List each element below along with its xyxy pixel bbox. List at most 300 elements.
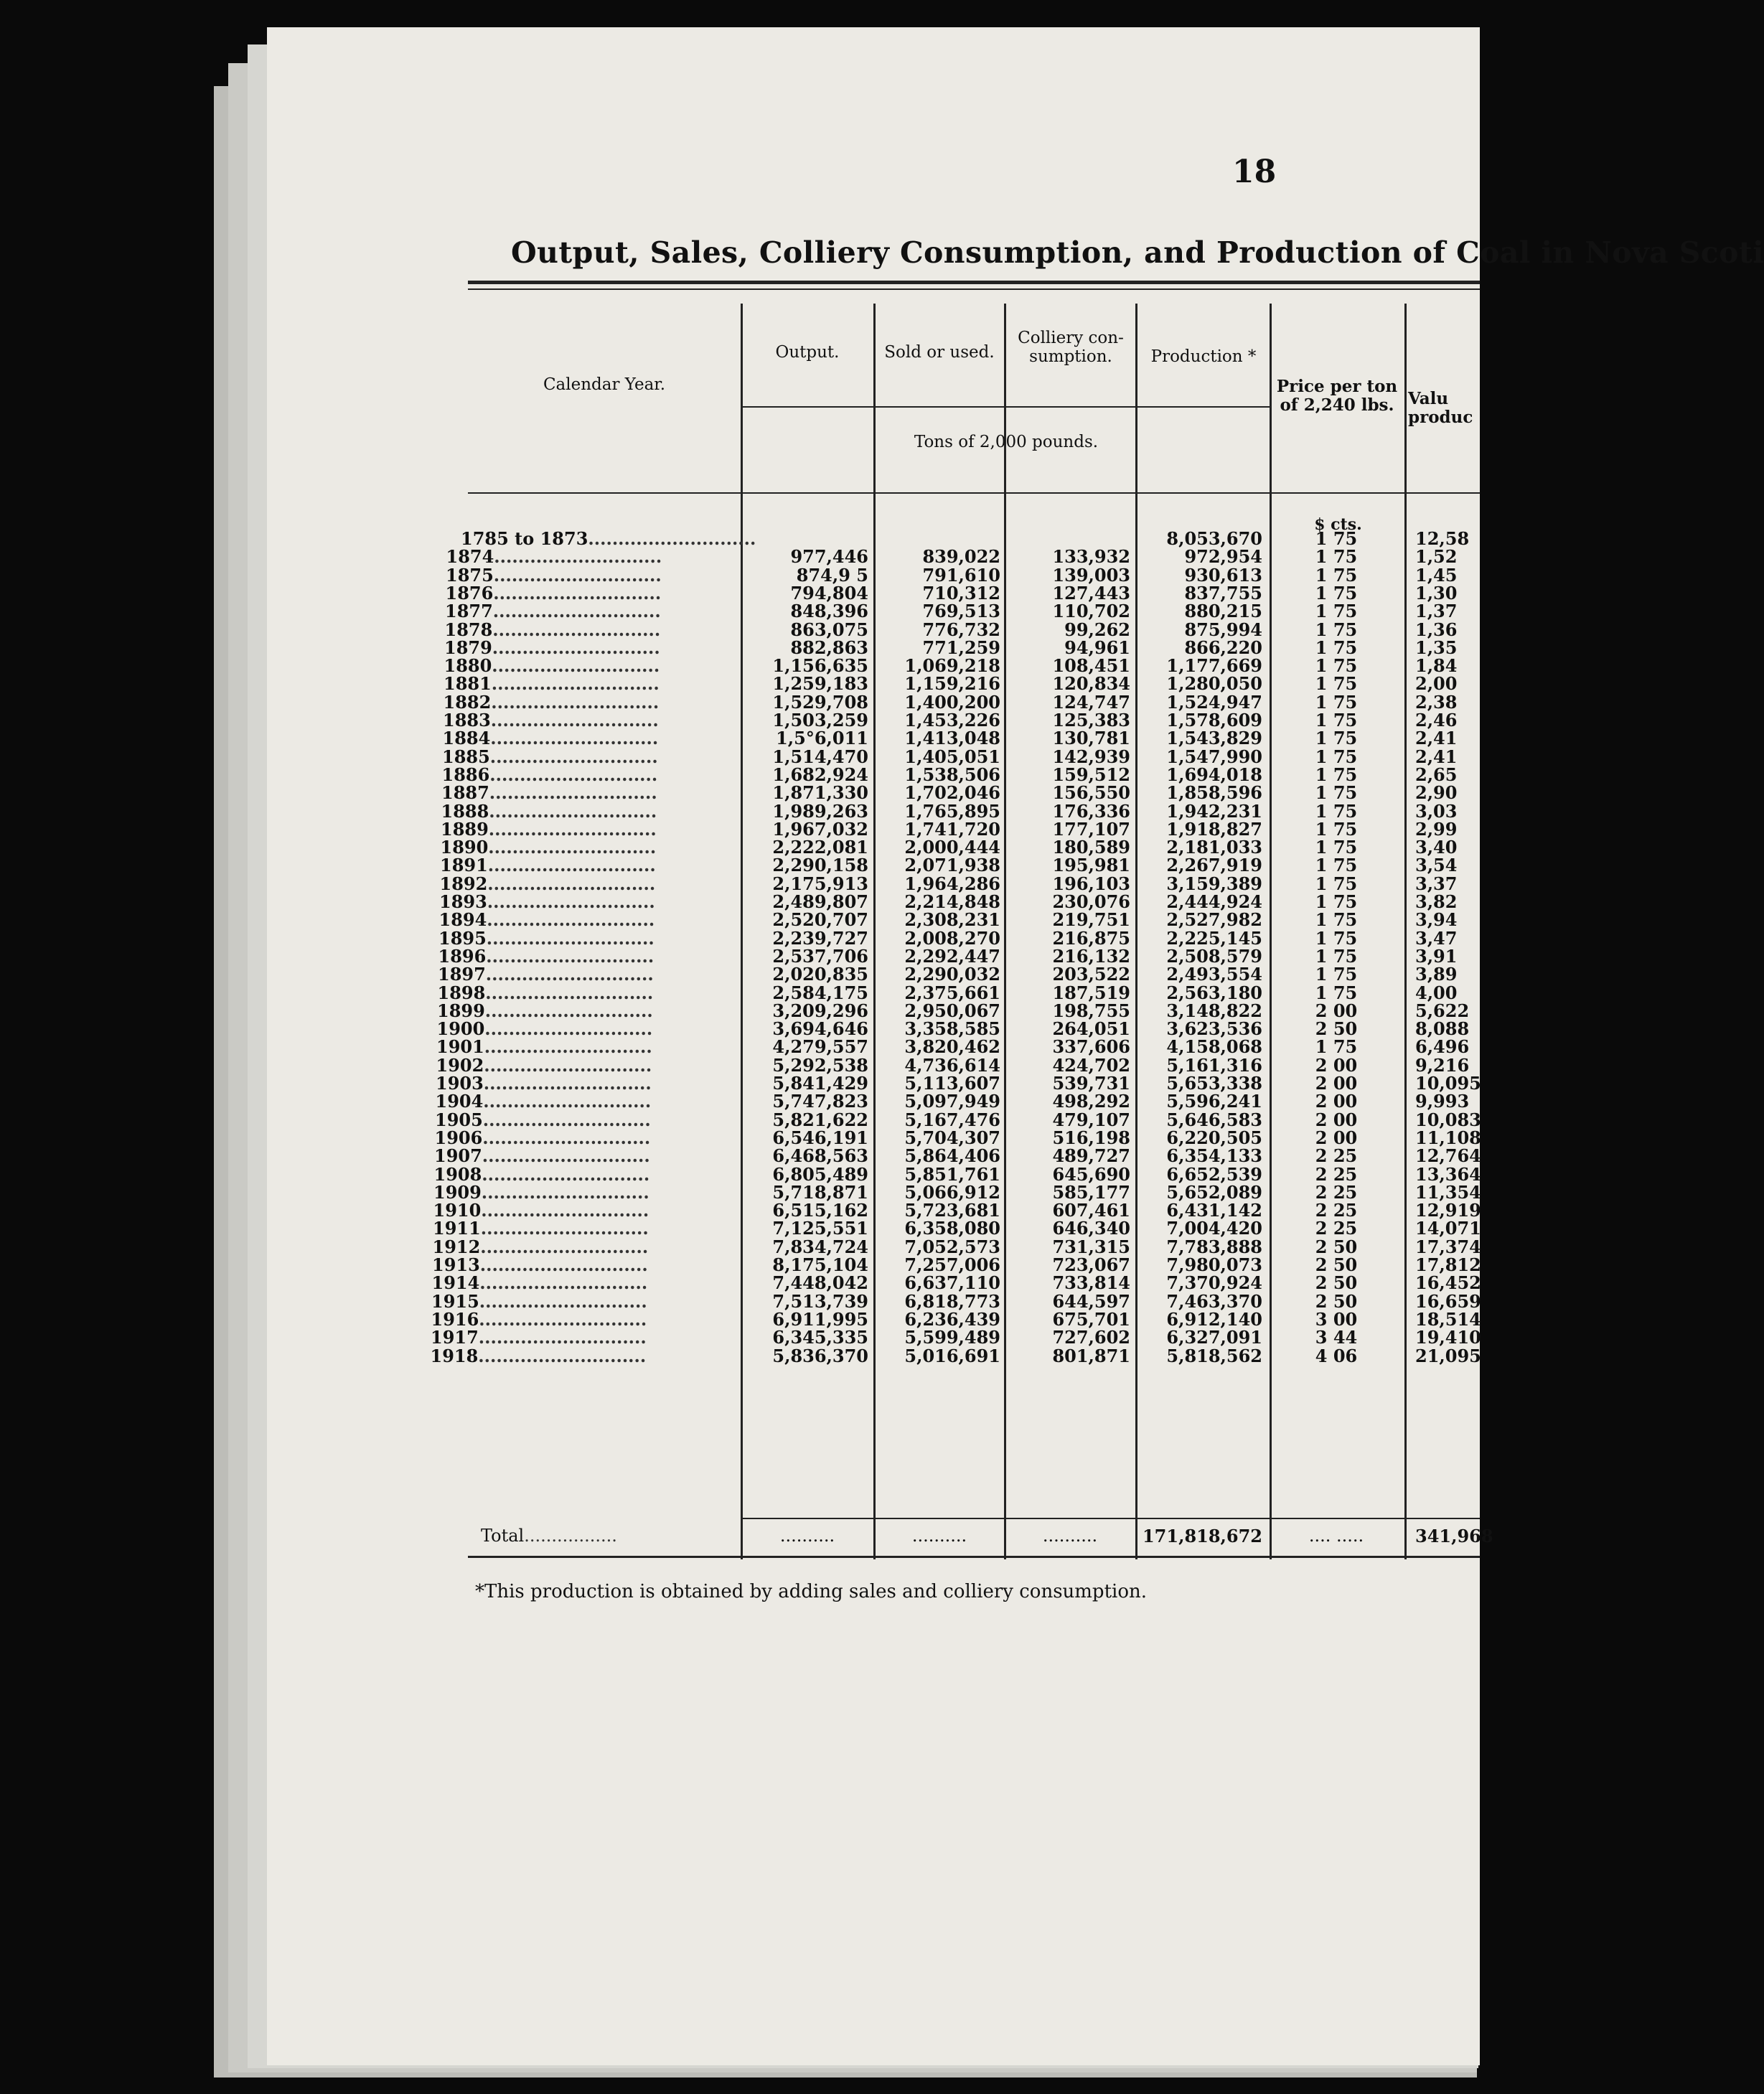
output-cell: 4,279,557: [772, 1036, 868, 1058]
production-cell: 875,994: [1184, 619, 1262, 640]
year-leader-dots: ............................: [483, 1073, 652, 1094]
year-leader-dots: ............................: [483, 1091, 652, 1112]
year-leader-dots: ............................: [486, 927, 655, 949]
price-cell: 2 25: [1315, 1163, 1358, 1185]
year-leader-dots: ............................: [490, 728, 659, 749]
price-cell: 1 75: [1315, 945, 1358, 967]
value-cell: 17,374: [1415, 1236, 1481, 1257]
output-cell: 7,125,551: [772, 1218, 868, 1239]
output-cell: 2,175,913: [772, 873, 868, 894]
year-leader-dots: ............................: [479, 1254, 648, 1275]
production-cell: 5,161,316: [1166, 1054, 1262, 1076]
colliery-cell: 733,814: [1052, 1272, 1130, 1294]
colliery-cell: 645,690: [1052, 1163, 1130, 1185]
output-cell: 1,503,259: [772, 710, 868, 731]
output-cell: 2,489,807: [772, 891, 868, 912]
year-leader-dots: ............................: [482, 1109, 651, 1130]
price-cell: 1 75: [1315, 782, 1358, 804]
year-label: 1880: [444, 655, 492, 677]
year-label: 1897: [438, 964, 486, 985]
year-leader-dots: ............................: [492, 601, 661, 622]
value-cell: 9,216: [1415, 1054, 1470, 1076]
year-label: 1909: [433, 1181, 482, 1203]
header-calendar-year: Calendar Year.: [543, 375, 666, 394]
total-value: 341,968: [1415, 1526, 1493, 1546]
sold-cell: 2,071,938: [904, 855, 1000, 876]
sold-cell: 2,292,447: [904, 945, 1000, 967]
year-leader-dots: ............................: [480, 1236, 649, 1257]
year-leader-dots: ............................: [493, 564, 662, 586]
production-cell: 6,431,142: [1166, 1200, 1262, 1221]
year-label: 1895: [438, 927, 487, 949]
sold-cell: 1,405,051: [904, 746, 1000, 767]
year-leader-dots: ............................: [494, 546, 662, 568]
price-cell: 2 25: [1315, 1181, 1358, 1203]
year-leader-dots: ............................: [480, 1218, 649, 1239]
colliery-cell: 216,132: [1052, 945, 1130, 967]
year-leader-dots: ............................: [484, 1036, 652, 1058]
production-cell: 5,646,583: [1166, 1109, 1262, 1130]
total-top-rule: [743, 1518, 1480, 1519]
production-cell: 7,004,420: [1166, 1218, 1262, 1239]
value-cell: 1,84: [1415, 655, 1458, 677]
year-label: 1918: [430, 1345, 479, 1366]
value-cell: 2,90: [1415, 782, 1458, 804]
sold-cell: 5,723,681: [904, 1200, 1000, 1221]
output-cell: 2,584,175: [772, 982, 868, 1003]
sold-cell: 1,159,216: [904, 673, 1000, 695]
colliery-cell: 723,067: [1052, 1254, 1130, 1275]
colliery-cell: 337,606: [1052, 1036, 1130, 1058]
year-label: 1882: [443, 691, 492, 713]
sold-cell: 4,736,614: [904, 1054, 1000, 1076]
year-label: 1877: [445, 601, 493, 622]
price-cell: 1 75: [1315, 873, 1358, 894]
price-cell: 4 06: [1315, 1345, 1358, 1366]
output-cell: 7,834,724: [772, 1236, 868, 1257]
year-leader-dots: ............................: [487, 909, 655, 931]
value-cell: 16,659: [1415, 1290, 1481, 1312]
sold-cell: 5,599,489: [904, 1327, 1000, 1348]
value-cell: 21,095: [1415, 1345, 1481, 1366]
sold-cell: 6,818,773: [904, 1290, 1000, 1312]
header-tons-caption: Tons of 2,000 pounds.: [914, 433, 1099, 451]
production-cell: 5,652,089: [1166, 1181, 1262, 1203]
year-label: 1899: [437, 1000, 485, 1021]
year-label: 1915: [431, 1290, 479, 1312]
output-cell: 6,345,335: [772, 1327, 868, 1348]
colliery-cell: 198,755: [1052, 1000, 1130, 1021]
colliery-cell: 156,550: [1052, 782, 1130, 804]
colliery-cell: 180,589: [1052, 837, 1130, 858]
output-cell: 6,515,162: [772, 1200, 868, 1221]
output-cell: 1,5°6,011: [776, 728, 868, 749]
colliery-cell: 203,522: [1052, 964, 1130, 985]
year-label: 1901: [436, 1036, 484, 1058]
output-cell: 5,292,538: [772, 1054, 868, 1076]
output-cell: 5,821,622: [772, 1109, 868, 1130]
value-cell: 3,37: [1415, 873, 1458, 894]
colliery-cell: 424,702: [1052, 1054, 1130, 1076]
output-cell: 2,290,158: [772, 855, 868, 876]
year-label: 1908: [433, 1163, 482, 1185]
header-colliery: Colliery con- sumption.: [1018, 329, 1124, 366]
colliery-cell: 646,340: [1052, 1218, 1130, 1239]
value-cell: 16,452: [1415, 1272, 1481, 1294]
output-cell: 2,537,706: [772, 945, 868, 967]
colliery-cell: 585,177: [1052, 1181, 1130, 1203]
year-label: 1907: [434, 1145, 482, 1167]
price-cell: 2 25: [1315, 1145, 1358, 1167]
production-cell: 1,177,669: [1166, 655, 1262, 677]
colliery-cell: 159,512: [1052, 764, 1130, 785]
sold-cell: 1,413,048: [904, 728, 1000, 749]
year-label: 1889: [441, 818, 489, 840]
year-label: 1896: [438, 945, 487, 967]
colliery-cell: 498,292: [1052, 1091, 1130, 1112]
output-cell: 1,967,032: [772, 818, 868, 840]
year-label: 1886: [441, 764, 490, 785]
total-sold-leader: ..........: [911, 1526, 967, 1546]
total-colliery-leader: ..........: [1042, 1526, 1098, 1546]
price-cell: 1 75: [1315, 891, 1358, 912]
value-cell: 3,40: [1415, 837, 1458, 858]
sold-cell: 5,864,406: [904, 1145, 1000, 1167]
header-value: Valu produc: [1408, 389, 1473, 427]
year-leader-dots: ............................: [482, 1127, 651, 1148]
price-cell: 1 75: [1315, 800, 1358, 822]
sold-cell: 1,741,720: [904, 818, 1000, 840]
production-cell: 7,980,073: [1166, 1254, 1262, 1275]
production-cell: 1,694,018: [1166, 764, 1262, 785]
price-units: $ cts.: [1314, 515, 1362, 534]
year-leader-dots: ............................: [479, 1308, 647, 1330]
value-cell: 2,00: [1415, 673, 1458, 695]
colliery-cell: 516,198: [1052, 1127, 1130, 1148]
colliery-cell: 176,336: [1052, 800, 1130, 822]
sold-cell: 1,400,200: [904, 691, 1000, 713]
price-cell: 1 75: [1315, 837, 1358, 858]
production-cell: 2,181,033: [1166, 837, 1262, 858]
year-leader-dots: ............................: [588, 528, 756, 549]
sold-cell: 769,513: [922, 601, 1000, 622]
value-cell: 3,47: [1415, 927, 1458, 949]
header-bottom-rule: [468, 492, 1480, 494]
year-leader-dots: ............................: [481, 1200, 649, 1221]
colliery-cell: 731,315: [1052, 1236, 1130, 1257]
value-cell: 2,41: [1415, 746, 1458, 767]
price-cell: 1 75: [1315, 1036, 1358, 1058]
price-cell: 2 50: [1315, 1254, 1358, 1275]
value-cell: 1,35: [1415, 637, 1458, 658]
year-label: 1891: [440, 855, 488, 876]
output-cell: 6,546,191: [772, 1127, 868, 1148]
price-cell: 2 00: [1315, 1073, 1358, 1094]
sold-cell: 1,964,286: [904, 873, 1000, 894]
output-cell: 794,804: [790, 582, 868, 604]
value-cell: 6,496: [1415, 1036, 1470, 1058]
year-label: 1875: [446, 564, 494, 586]
colliery-cell: 489,727: [1052, 1145, 1130, 1167]
year-label: 1914: [431, 1272, 480, 1294]
value-cell: 5,622: [1415, 1000, 1470, 1021]
year-label: 1890: [440, 837, 489, 858]
year-label: 1879: [444, 637, 492, 658]
colliery-cell: 120,834: [1052, 673, 1130, 695]
output-cell: 5,718,871: [772, 1181, 868, 1203]
sold-cell: 1,765,895: [904, 800, 1000, 822]
production-cell: 5,653,338: [1166, 1073, 1262, 1094]
value-cell: 1,52: [1415, 546, 1458, 568]
colliery-cell: 125,383: [1052, 710, 1130, 731]
colliery-cell: 177,107: [1052, 818, 1130, 840]
price-cell: 2 00: [1315, 1000, 1358, 1021]
production-cell: 6,912,140: [1166, 1308, 1262, 1330]
sold-cell: 5,016,691: [904, 1345, 1000, 1366]
year-leader-dots: ............................: [492, 655, 660, 677]
year-leader-dots: ............................: [486, 945, 655, 967]
total-label-text: Total: [481, 1526, 525, 1546]
price-cell: 1 75: [1315, 564, 1358, 586]
price-cell: 1 75: [1315, 909, 1358, 931]
output-cell: 6,468,563: [772, 1145, 868, 1167]
year-label: 1905: [435, 1109, 483, 1130]
year-label: 1878: [444, 619, 493, 640]
price-cell: 1 75: [1315, 982, 1358, 1003]
year-leader-dots: ............................: [489, 746, 658, 767]
sold-cell: 6,637,110: [904, 1272, 1000, 1294]
year-cell: [431, 1346, 718, 1366]
value-cell: 17,812: [1415, 1254, 1481, 1275]
value-cell: 1,36: [1415, 619, 1458, 640]
sold-cell: 2,290,032: [904, 964, 1000, 985]
price-cell: 1 75: [1315, 764, 1358, 785]
year-leader-dots: ............................: [481, 1181, 649, 1203]
value-cell: 3,94: [1415, 909, 1458, 931]
price-cell: 1 75: [1315, 691, 1358, 713]
production-cell: 5,596,241: [1166, 1091, 1262, 1112]
production-cell: 1,524,947: [1166, 691, 1262, 713]
value-cell: 19,410: [1415, 1327, 1481, 1348]
sold-cell: 1,538,506: [904, 764, 1000, 785]
title-rule-thick: [468, 281, 1480, 284]
year-leader-dots: ............................: [489, 800, 657, 822]
year-leader-dots: ............................: [485, 964, 654, 985]
colliery-cell: 727,602: [1052, 1327, 1130, 1348]
value-cell: 2,38: [1415, 691, 1458, 713]
year-label: 1916: [431, 1308, 479, 1330]
output-cell: 6,911,995: [772, 1308, 868, 1330]
price-cell: 1 75: [1315, 528, 1358, 549]
colliery-cell: 127,443: [1052, 582, 1130, 604]
price-cell: 2 00: [1315, 1091, 1358, 1112]
total-label: Total.................: [481, 1526, 617, 1546]
production-cell: 2,225,145: [1166, 927, 1262, 949]
year-label: 1876: [445, 582, 494, 604]
value-cell: 12,764: [1415, 1145, 1481, 1167]
year-label: 1881: [444, 673, 492, 695]
production-cell: 5,818,562: [1166, 1345, 1262, 1366]
price-cell: 2 00: [1315, 1109, 1358, 1130]
sold-cell: 3,358,585: [904, 1018, 1000, 1040]
year-label: 1902: [436, 1054, 484, 1076]
year-label: 1884: [442, 728, 491, 749]
colliery-cell: 94,961: [1064, 637, 1130, 658]
production-cell: 866,220: [1184, 637, 1262, 658]
sold-cell: 1,453,226: [904, 710, 1000, 731]
colliery-cell: 139,003: [1052, 564, 1130, 586]
output-cell: 6,805,489: [772, 1163, 868, 1185]
sold-cell: 710,312: [922, 582, 1000, 604]
year-label: 1904: [435, 1091, 484, 1112]
production-cell: 1,918,827: [1166, 818, 1262, 840]
sold-cell: 776,732: [922, 619, 1000, 640]
sold-cell: 2,214,848: [904, 891, 1000, 912]
price-cell: 2 50: [1315, 1236, 1358, 1257]
year-label: 1910: [433, 1200, 482, 1221]
value-cell: 12,919: [1415, 1200, 1481, 1221]
price-cell: 1 75: [1315, 746, 1358, 767]
colliery-cell: 133,932: [1052, 546, 1130, 568]
colliery-cell: 230,076: [1052, 891, 1130, 912]
output-cell: 2,239,727: [772, 927, 868, 949]
sold-cell: 2,375,661: [904, 982, 1000, 1003]
value-cell: 1,45: [1415, 564, 1458, 586]
price-cell: 2 00: [1315, 1054, 1358, 1076]
output-cell: 863,075: [790, 619, 868, 640]
production-cell: 6,354,133: [1166, 1145, 1262, 1167]
output-cell: 1,514,470: [772, 746, 868, 767]
production-cell: 3,159,389: [1166, 873, 1262, 894]
production-cell: 1,280,050: [1166, 673, 1262, 695]
production-cell: 1,547,990: [1166, 746, 1262, 767]
year-leader-dots: ............................: [479, 1290, 647, 1312]
year-leader-dots: ............................: [484, 1018, 653, 1040]
production-cell: 7,783,888: [1166, 1236, 1262, 1257]
production-cell: 930,613: [1184, 564, 1262, 586]
header-production: Production *: [1150, 347, 1257, 366]
colliery-cell: 607,461: [1052, 1200, 1130, 1221]
sold-cell: 2,308,231: [904, 909, 1000, 931]
year-label: 1883: [443, 710, 491, 731]
year-leader-dots: ............................: [489, 782, 657, 804]
value-cell: 2,46: [1415, 710, 1458, 731]
colliery-cell: 196,103: [1052, 873, 1130, 894]
year-leader-dots: ............................: [490, 710, 659, 731]
sold-cell: 771,259: [922, 637, 1000, 658]
year-label: 1906: [434, 1127, 483, 1148]
colliery-cell: 264,051: [1052, 1018, 1130, 1040]
value-cell: 10,095: [1415, 1073, 1481, 1094]
colliery-cell: 130,781: [1052, 728, 1130, 749]
colliery-cell: 108,451: [1052, 655, 1130, 677]
output-cell: 2,222,081: [772, 837, 868, 858]
value-cell: 3,82: [1415, 891, 1458, 912]
price-cell: 1 75: [1315, 601, 1358, 622]
output-cell: 7,513,739: [772, 1290, 868, 1312]
year-leader-dots: ............................: [487, 873, 656, 894]
price-cell: 2 00: [1315, 1127, 1358, 1148]
output-cell: 1,529,708: [772, 691, 868, 713]
price-cell: 2 50: [1315, 1272, 1358, 1294]
value-cell: 2,41: [1415, 728, 1458, 749]
year-label: 1898: [437, 982, 486, 1003]
output-cell: 1,259,183: [772, 673, 868, 695]
footnote: *This production is obtained by adding sales and colliery consumption.: [475, 1581, 1147, 1602]
price-cell: 1 75: [1315, 546, 1358, 568]
production-cell: 6,652,539: [1166, 1163, 1262, 1185]
sold-cell: 5,167,476: [904, 1109, 1000, 1130]
year-leader-dots: ............................: [485, 982, 654, 1003]
year-leader-dots: ............................: [488, 818, 657, 840]
table-bottom-rule: [468, 1556, 1480, 1558]
colliery-cell: 675,701: [1052, 1308, 1130, 1330]
header-sold: Sold or used.: [884, 343, 995, 362]
production-cell: 2,563,180: [1166, 982, 1262, 1003]
value-cell: 1,37: [1415, 601, 1458, 622]
sold-cell: 6,236,439: [904, 1308, 1000, 1330]
production-cell: 2,267,919: [1166, 855, 1262, 876]
output-cell: 977,446: [790, 546, 868, 568]
production-cell: 1,942,231: [1166, 800, 1262, 822]
price-cell: 1 75: [1315, 710, 1358, 731]
year-label: 1874: [446, 546, 494, 568]
year-label: 1885: [442, 746, 490, 767]
value-cell: 14,071: [1415, 1218, 1481, 1239]
year-label: 1785 to 1873: [461, 528, 588, 549]
production-cell: 3,623,536: [1166, 1018, 1262, 1040]
production-cell: 2,508,579: [1166, 945, 1262, 967]
total-output-leader: ..........: [779, 1526, 835, 1546]
document-page: [267, 27, 1764, 2065]
value-cell: 3,03: [1415, 800, 1458, 822]
value-cell: 9,993: [1415, 1091, 1470, 1112]
colliery-cell: 216,875: [1052, 927, 1130, 949]
sold-cell: 7,052,573: [904, 1236, 1000, 1257]
price-cell: 1 75: [1315, 855, 1358, 876]
value-cell: 13,364: [1415, 1163, 1481, 1185]
year-leader-dots: ............................: [489, 764, 658, 785]
year-leader-dots: ............................: [487, 855, 656, 876]
price-cell: 1 75: [1315, 927, 1358, 949]
year-leader-dots: ............................: [491, 673, 660, 695]
price-cell: 1 75: [1315, 619, 1358, 640]
price-cell: 2 50: [1315, 1018, 1358, 1040]
production-cell: 880,215: [1184, 601, 1262, 622]
year-leader-dots: ............................: [479, 1272, 648, 1294]
price-cell: 2 50: [1315, 1290, 1358, 1312]
year-label: 1887: [441, 782, 489, 804]
value-cell: 3,89: [1415, 964, 1458, 985]
sold-cell: 5,113,607: [904, 1073, 1000, 1094]
year-label: 1911: [433, 1218, 481, 1239]
value-cell: 11,108: [1415, 1127, 1481, 1148]
output-cell: 2,520,707: [772, 909, 868, 931]
price-cell: 1 75: [1315, 582, 1358, 604]
production-cell: 7,370,924: [1166, 1272, 1262, 1294]
sold-cell: 2,950,067: [904, 1000, 1000, 1021]
output-cell: 3,694,646: [772, 1018, 868, 1040]
year-label: 1917: [431, 1327, 479, 1348]
production-cell: 4,158,068: [1166, 1036, 1262, 1058]
production-cell: 6,220,505: [1166, 1127, 1262, 1148]
sold-cell: 2,008,270: [904, 927, 1000, 949]
year-leader-dots: ............................: [492, 637, 660, 658]
output-cell: 8,175,104: [772, 1254, 868, 1275]
total-production: 171,818,672: [1142, 1526, 1262, 1546]
output-cell: 1,871,330: [772, 782, 868, 804]
year-leader-dots: ............................: [484, 1000, 653, 1021]
